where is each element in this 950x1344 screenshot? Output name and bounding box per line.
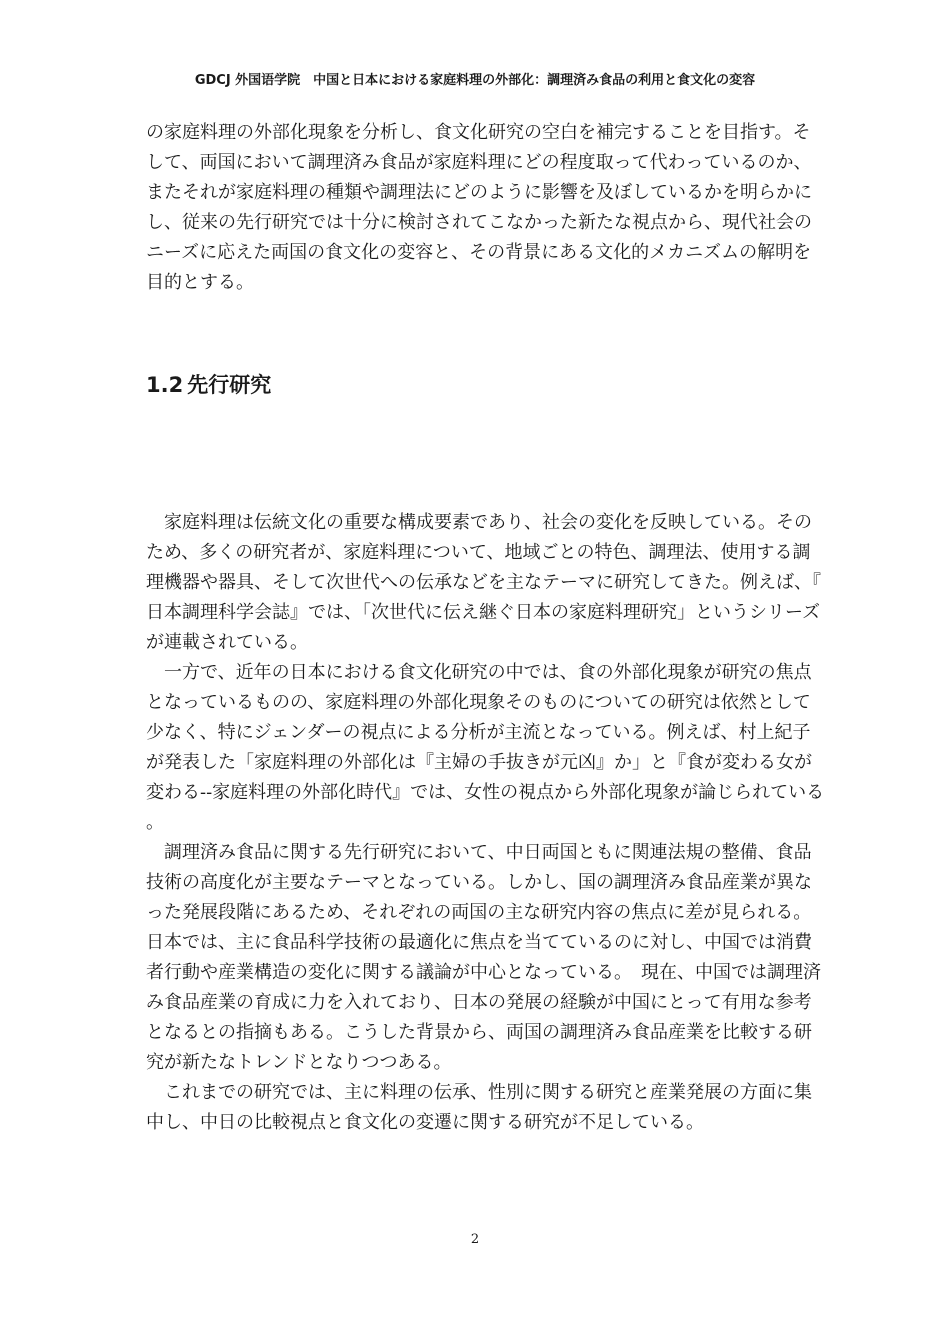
section-title: 先行研究 bbox=[187, 373, 272, 397]
paragraph: 調理済み食品に関する先行研究において、中日両国ともに関連法規の整備、食品技術の高度化が主要なテーマとなっている。しかし、国の調理済み食品産業が異なった発展段階にあるため、それぞれの両国の主な研究内容の焦点に差が見られる。日本では、主に食品科学技術の最適化に焦点を当てているのに対し、中国では消費者行動や産業構造の変化に関する議論が中心となっている。 現在、中国では調理済み食品産業の育成に力を入れており、日本の発展の経験が中国にとって有用な参考となるとの指摘もある。こうした背景から、両国の調理済み食品産業を比較する研究が新たなトレンドとなりつつある。 bbox=[146, 842, 821, 1073]
paragraph: これまでの研究では、主に料理の伝承、性別に関する研究と産業発展の方面に集中し、中日の比較視点と食文化の変遷に関する研究が不足している。 bbox=[146, 1082, 812, 1133]
section-heading bbox=[146, 368, 271, 402]
paragraph: 一方で、近年の日本における食文化研究の中では、食の外部化現象が研究の焦点となっているものの、家庭料理の外部化現象そのものについての研究は依然として少なく、特にジェンダーの視点による分析が主流となっている。例えば、村上紀子が発表した「家庭料理の外部化は『主婦の手抜きが元凶』か」と『食が変わる女が変わる--家庭料理の外部化時代』では、女性の視点から外部化現象が論じられている。 bbox=[146, 662, 825, 833]
section-number: 1.2 bbox=[146, 373, 184, 397]
previous-research-block bbox=[146, 508, 826, 1138]
running-header: GDCJ 外国语学院 中国と日本における家庭料理の外部化：調理済み食品の利用と食文化の変容 bbox=[194, 73, 756, 88]
intro-block bbox=[146, 118, 826, 298]
paragraph: 家庭料理は伝統文化の重要な構成要素であり、社会の変化を反映している。そのため、多くの研究者が、家庭料理について、地域ごとの特色、調理法、使用する調理機器や器具、そして次世代への伝承などを主なテーマに研究してきた。例えば、『日本調理科学会誌』では、「次世代に伝え継ぐ日本の家庭料理研究」というシリーズが連載されている。 bbox=[146, 512, 821, 653]
page-number: 2 bbox=[470, 1232, 480, 1247]
intro-paragraph: の家庭料理の外部化現象を分析し、食文化研究の空白を補完することを目指す。そして、両国において調理済み食品が家庭料理にどの程度取って代わっているのか、またそれが家庭料理の種類や調理法にどのように影響を及ぼしているかを明らかにし、従来の先行研究では十分に検討されてこなかった新たな視点から、現代社会のニーズに応えた両国の食文化の変容と、その背景にある文化的メカニズムの解明を目的とする。 bbox=[146, 122, 812, 293]
